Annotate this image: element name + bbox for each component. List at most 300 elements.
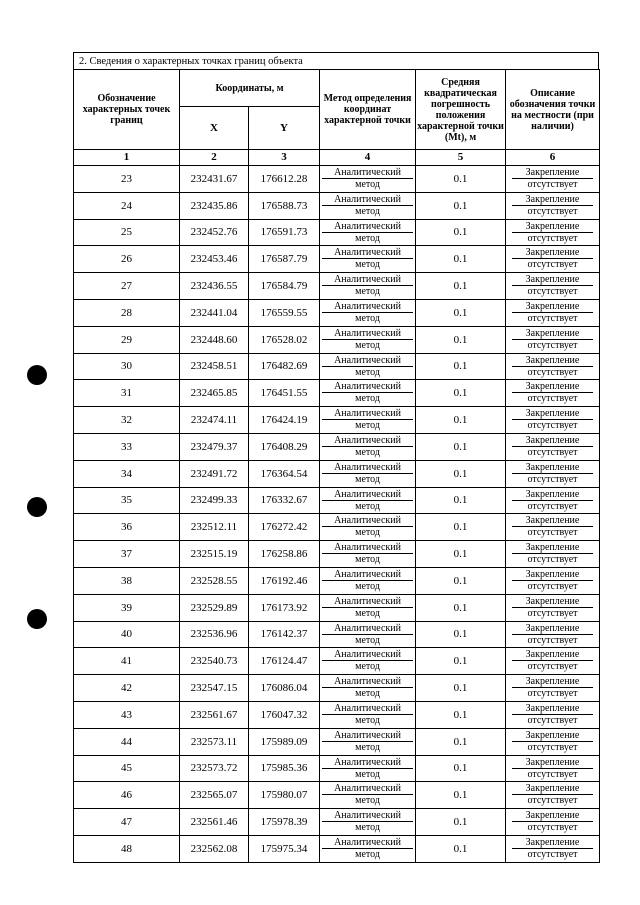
- coordinate-x: 232573.11: [180, 728, 249, 755]
- error-value: 0.1: [416, 192, 506, 219]
- description-text: отсутствует: [512, 392, 593, 404]
- description-cell: [506, 353, 600, 380]
- description-text: Закрепление: [525, 649, 580, 661]
- coordinate-x: 232465.85: [180, 380, 249, 407]
- method-cell: [320, 728, 416, 755]
- method-text: метод: [322, 500, 413, 512]
- table-row: [74, 299, 600, 326]
- column-number: 1: [74, 150, 180, 166]
- point-number: 30: [74, 353, 180, 380]
- method-text: Аналитический: [334, 783, 401, 795]
- method-text: метод: [322, 553, 413, 565]
- method-text: Аналитический: [334, 381, 401, 393]
- description-text: Закрепление: [525, 461, 580, 473]
- error-value: 0.1: [416, 567, 506, 594]
- method-text: метод: [322, 660, 413, 672]
- error-value: 0.1: [416, 648, 506, 675]
- description-text: Закрепление: [525, 274, 580, 286]
- coordinate-y: 175975.34: [249, 835, 320, 862]
- point-number: 36: [74, 514, 180, 541]
- method-text: Аналитический: [334, 247, 401, 259]
- error-value: 0.1: [416, 380, 506, 407]
- header-x: X: [180, 107, 249, 150]
- table-row: [74, 407, 600, 434]
- coordinate-y: 176047.32: [249, 701, 320, 728]
- method-text: Аналитический: [334, 327, 401, 339]
- method-cell: [320, 353, 416, 380]
- coordinate-x: 232441.04: [180, 299, 249, 326]
- description-cell: [506, 299, 600, 326]
- method-text: Аналитический: [334, 568, 401, 580]
- method-text: метод: [322, 634, 413, 646]
- error-value: 0.1: [416, 166, 506, 193]
- method-text: Аналитический: [334, 836, 401, 848]
- method-cell: [320, 621, 416, 648]
- description-cell: [506, 487, 600, 514]
- point-number: 46: [74, 782, 180, 809]
- error-value: 0.1: [416, 701, 506, 728]
- method-text: Аналитический: [334, 756, 401, 768]
- description-text: отсутствует: [512, 366, 593, 378]
- coordinate-y: 175978.39: [249, 809, 320, 836]
- description-text: Закрепление: [525, 515, 580, 527]
- description-text: отсутствует: [512, 768, 593, 780]
- table-row: [74, 166, 600, 193]
- description-text: Закрепление: [525, 702, 580, 714]
- description-text: отсутствует: [512, 634, 593, 646]
- description-cell: [506, 621, 600, 648]
- coordinate-x: 232452.76: [180, 219, 249, 246]
- coordinate-y: 176587.79: [249, 246, 320, 273]
- error-value: 0.1: [416, 433, 506, 460]
- description-text: Закрепление: [525, 676, 580, 688]
- error-value: 0.1: [416, 594, 506, 621]
- error-value: 0.1: [416, 782, 506, 809]
- description-cell: [506, 594, 600, 621]
- column-number: 3: [249, 150, 320, 166]
- description-text: отсутствует: [512, 258, 593, 270]
- description-cell: [506, 675, 600, 702]
- method-cell: [320, 514, 416, 541]
- method-cell: [320, 809, 416, 836]
- description-cell: [506, 246, 600, 273]
- method-text: Аналитический: [334, 810, 401, 822]
- section-title: 2. Сведения о характерных точках границ объекта: [73, 52, 599, 69]
- description-text: отсутствует: [512, 714, 593, 726]
- method-text: Аналитический: [334, 676, 401, 688]
- method-text: Аналитический: [334, 595, 401, 607]
- table-row: [74, 621, 600, 648]
- coordinate-x: 232431.67: [180, 166, 249, 193]
- error-value: 0.1: [416, 219, 506, 246]
- method-text: Аналитический: [334, 488, 401, 500]
- point-number: 40: [74, 621, 180, 648]
- coordinate-y: 176258.86: [249, 541, 320, 568]
- description-text: отсутствует: [512, 607, 593, 619]
- description-text: отсутствует: [512, 205, 593, 217]
- point-number: 31: [74, 380, 180, 407]
- coordinate-y: 176451.55: [249, 380, 320, 407]
- error-value: 0.1: [416, 675, 506, 702]
- coordinate-x: 232547.15: [180, 675, 249, 702]
- coordinate-x: 232448.60: [180, 326, 249, 353]
- coordinate-y: 176332.67: [249, 487, 320, 514]
- table-row: [74, 273, 600, 300]
- method-cell: [320, 675, 416, 702]
- description-text: отсутствует: [512, 232, 593, 244]
- table-row: [74, 487, 600, 514]
- error-value: 0.1: [416, 541, 506, 568]
- table-row: [74, 353, 600, 380]
- point-number: 44: [74, 728, 180, 755]
- method-cell: [320, 782, 416, 809]
- description-cell: [506, 541, 600, 568]
- method-text: Аналитический: [334, 461, 401, 473]
- coordinate-x: 232479.37: [180, 433, 249, 460]
- column-number: 4: [320, 150, 416, 166]
- description-cell: [506, 273, 600, 300]
- table-row: [74, 380, 600, 407]
- method-text: метод: [322, 339, 413, 351]
- coordinate-y: 176424.19: [249, 407, 320, 434]
- coordinate-x: 232515.19: [180, 541, 249, 568]
- point-number: 23: [74, 166, 180, 193]
- description-cell: [506, 166, 600, 193]
- table-row: [74, 219, 600, 246]
- method-text: метод: [322, 446, 413, 458]
- method-text: метод: [322, 419, 413, 431]
- description-text: Закрепление: [525, 167, 580, 178]
- error-value: 0.1: [416, 809, 506, 836]
- method-cell: [320, 755, 416, 782]
- table-row: [74, 809, 600, 836]
- point-number: 45: [74, 755, 180, 782]
- method-text: метод: [322, 285, 413, 297]
- description-text: отсутствует: [512, 526, 593, 538]
- description-cell: [506, 192, 600, 219]
- coordinate-x: 232458.51: [180, 353, 249, 380]
- method-text: Аналитический: [334, 274, 401, 286]
- table-row: [74, 728, 600, 755]
- binder-hole: [27, 497, 47, 517]
- method-text: Аналитический: [334, 193, 401, 205]
- error-value: 0.1: [416, 460, 506, 487]
- method-text: Аналитический: [334, 220, 401, 232]
- description-text: Закрепление: [525, 783, 580, 795]
- table-row: [74, 192, 600, 219]
- method-text: Аналитический: [334, 515, 401, 527]
- method-text: метод: [322, 366, 413, 378]
- description-text: Закрепление: [525, 381, 580, 393]
- method-cell: [320, 433, 416, 460]
- description-cell: [506, 219, 600, 246]
- table-row: [74, 567, 600, 594]
- point-number: 27: [74, 273, 180, 300]
- method-cell: [320, 648, 416, 675]
- coordinate-x: 232512.11: [180, 514, 249, 541]
- table-row: [74, 835, 600, 862]
- table-row: [74, 648, 600, 675]
- method-cell: [320, 407, 416, 434]
- coordinate-y: 176192.46: [249, 567, 320, 594]
- description-text: отсутствует: [512, 821, 593, 833]
- description-text: отсутствует: [512, 178, 593, 190]
- coordinate-x: 232528.55: [180, 567, 249, 594]
- column-number: 5: [416, 150, 506, 166]
- header-coordinates: Координаты, м: [180, 70, 320, 107]
- description-text: Закрепление: [525, 247, 580, 259]
- point-number: 47: [74, 809, 180, 836]
- binder-hole: [27, 609, 47, 629]
- description-text: Закрепление: [525, 434, 580, 446]
- coordinate-x: 232436.55: [180, 273, 249, 300]
- coordinate-x: 232562.08: [180, 835, 249, 862]
- method-cell: [320, 380, 416, 407]
- description-cell: [506, 407, 600, 434]
- point-number: 33: [74, 433, 180, 460]
- table-row: [74, 433, 600, 460]
- coordinate-y: 176528.02: [249, 326, 320, 353]
- table-row: [74, 246, 600, 273]
- table-row: [74, 460, 600, 487]
- method-text: метод: [322, 821, 413, 833]
- description-text: отсутствует: [512, 848, 593, 860]
- point-number: 28: [74, 299, 180, 326]
- description-cell: [506, 567, 600, 594]
- method-cell: [320, 299, 416, 326]
- table-body: [74, 166, 600, 863]
- description-cell: [506, 648, 600, 675]
- description-text: Закрепление: [525, 193, 580, 205]
- description-cell: [506, 809, 600, 836]
- error-value: 0.1: [416, 246, 506, 273]
- point-number: 42: [74, 675, 180, 702]
- error-value: 0.1: [416, 299, 506, 326]
- description-text: Закрепление: [525, 300, 580, 312]
- point-number: 29: [74, 326, 180, 353]
- column-number: 2: [180, 150, 249, 166]
- header-description: Описание обозначения точки на местности (при наличии): [506, 70, 600, 150]
- error-value: 0.1: [416, 728, 506, 755]
- description-text: отсутствует: [512, 741, 593, 753]
- method-cell: [320, 487, 416, 514]
- coordinate-x: 232474.11: [180, 407, 249, 434]
- boundary-points-section: [73, 52, 599, 863]
- description-cell: [506, 460, 600, 487]
- coordinate-x: 232565.07: [180, 782, 249, 809]
- method-text: Аналитический: [334, 167, 401, 178]
- method-text: Аналитический: [334, 649, 401, 661]
- description-text: отсутствует: [512, 580, 593, 592]
- description-text: отсутствует: [512, 446, 593, 458]
- method-text: метод: [322, 580, 413, 592]
- description-text: отсутствует: [512, 285, 593, 297]
- point-number: 26: [74, 246, 180, 273]
- description-text: отсутствует: [512, 687, 593, 699]
- table-row: [74, 755, 600, 782]
- method-text: метод: [322, 794, 413, 806]
- point-number: 39: [74, 594, 180, 621]
- description-cell: [506, 782, 600, 809]
- coordinate-y: 176086.04: [249, 675, 320, 702]
- method-text: Аналитический: [334, 702, 401, 714]
- boundary-points-table: [73, 69, 600, 863]
- point-number: 38: [74, 567, 180, 594]
- method-text: Аналитический: [334, 434, 401, 446]
- coordinate-x: 232540.73: [180, 648, 249, 675]
- error-value: 0.1: [416, 621, 506, 648]
- error-value: 0.1: [416, 353, 506, 380]
- description-text: отсутствует: [512, 419, 593, 431]
- coordinate-y: 176124.47: [249, 648, 320, 675]
- method-text: метод: [322, 205, 413, 217]
- coordinate-y: 175985.36: [249, 755, 320, 782]
- method-cell: [320, 192, 416, 219]
- table-row: [74, 675, 600, 702]
- coordinate-y: 175980.07: [249, 782, 320, 809]
- coordinate-x: 232491.72: [180, 460, 249, 487]
- coordinate-y: 176142.37: [249, 621, 320, 648]
- description-cell: [506, 701, 600, 728]
- description-text: отсутствует: [512, 794, 593, 806]
- method-text: метод: [322, 178, 413, 190]
- point-number: 41: [74, 648, 180, 675]
- description-text: Закрепление: [525, 756, 580, 768]
- method-text: метод: [322, 848, 413, 860]
- coordinate-y: 176364.54: [249, 460, 320, 487]
- coordinate-y: 176408.29: [249, 433, 320, 460]
- coordinate-y: 176588.73: [249, 192, 320, 219]
- point-number: 43: [74, 701, 180, 728]
- coordinate-y: 176482.69: [249, 353, 320, 380]
- description-text: отсутствует: [512, 500, 593, 512]
- description-text: Закрепление: [525, 220, 580, 232]
- method-text: Аналитический: [334, 622, 401, 634]
- description-text: Закрепление: [525, 729, 580, 741]
- description-text: Закрепление: [525, 595, 580, 607]
- table-row: [74, 701, 600, 728]
- description-text: отсутствует: [512, 473, 593, 485]
- error-value: 0.1: [416, 514, 506, 541]
- description-cell: [506, 433, 600, 460]
- method-text: метод: [322, 258, 413, 270]
- binder-hole: [27, 365, 47, 385]
- method-cell: [320, 273, 416, 300]
- coordinate-y: 176591.73: [249, 219, 320, 246]
- description-text: Закрепление: [525, 542, 580, 554]
- description-text: Закрепление: [525, 488, 580, 500]
- error-value: 0.1: [416, 407, 506, 434]
- description-text: отсутствует: [512, 312, 593, 324]
- coordinate-x: 232435.86: [180, 192, 249, 219]
- table-row: [74, 594, 600, 621]
- description-text: Закрепление: [525, 327, 580, 339]
- point-number: 48: [74, 835, 180, 862]
- method-text: метод: [322, 473, 413, 485]
- point-number: 24: [74, 192, 180, 219]
- table-row: [74, 782, 600, 809]
- description-cell: [506, 326, 600, 353]
- description-cell: [506, 755, 600, 782]
- method-text: метод: [322, 714, 413, 726]
- coordinate-y: 175989.09: [249, 728, 320, 755]
- header-method: Метод определения координат характерной точки: [320, 70, 416, 150]
- method-text: Аналитический: [334, 542, 401, 554]
- method-cell: [320, 835, 416, 862]
- method-text: Аналитический: [334, 408, 401, 420]
- method-text: метод: [322, 607, 413, 619]
- table-row: [74, 514, 600, 541]
- point-number: 34: [74, 460, 180, 487]
- coordinate-x: 232499.33: [180, 487, 249, 514]
- description-cell: [506, 835, 600, 862]
- description-text: Закрепление: [525, 622, 580, 634]
- method-text: метод: [322, 768, 413, 780]
- error-value: 0.1: [416, 835, 506, 862]
- method-text: метод: [322, 687, 413, 699]
- description-text: отсутствует: [512, 339, 593, 351]
- header-designation: Обозначение характерных точек границ: [74, 70, 180, 150]
- error-value: 0.1: [416, 755, 506, 782]
- coordinate-x: 232529.89: [180, 594, 249, 621]
- coordinate-y: 176559.55: [249, 299, 320, 326]
- description-cell: [506, 728, 600, 755]
- error-value: 0.1: [416, 326, 506, 353]
- method-cell: [320, 594, 416, 621]
- coordinate-y: 176584.79: [249, 273, 320, 300]
- method-cell: [320, 541, 416, 568]
- error-value: 0.1: [416, 487, 506, 514]
- method-text: метод: [322, 741, 413, 753]
- point-number: 32: [74, 407, 180, 434]
- method-text: Аналитический: [334, 729, 401, 741]
- method-text: Аналитический: [334, 354, 401, 366]
- description-text: Закрепление: [525, 836, 580, 848]
- point-number: 25: [74, 219, 180, 246]
- method-text: Аналитический: [334, 300, 401, 312]
- header-y: Y: [249, 107, 320, 150]
- description-text: отсутствует: [512, 553, 593, 565]
- header-error: Средняя квадратическая погрешность положения характерной точки (Mt), м: [416, 70, 506, 150]
- description-text: отсутствует: [512, 660, 593, 672]
- description-text: Закрепление: [525, 408, 580, 420]
- coordinate-x: 232561.46: [180, 809, 249, 836]
- description-text: Закрепление: [525, 354, 580, 366]
- description-text: Закрепление: [525, 810, 580, 822]
- method-cell: [320, 460, 416, 487]
- coordinate-y: 176173.92: [249, 594, 320, 621]
- table-row: [74, 326, 600, 353]
- description-text: Закрепление: [525, 568, 580, 580]
- method-cell: [320, 166, 416, 193]
- method-text: метод: [322, 312, 413, 324]
- method-cell: [320, 567, 416, 594]
- method-text: метод: [322, 392, 413, 404]
- method-cell: [320, 326, 416, 353]
- coordinate-x: 232536.96: [180, 621, 249, 648]
- coordinate-y: 176272.42: [249, 514, 320, 541]
- method-text: метод: [322, 526, 413, 538]
- method-cell: [320, 246, 416, 273]
- method-text: метод: [322, 232, 413, 244]
- coordinate-y: 176612.28: [249, 166, 320, 193]
- description-cell: [506, 380, 600, 407]
- coordinate-x: 232561.67: [180, 701, 249, 728]
- error-value: 0.1: [416, 273, 506, 300]
- description-cell: [506, 514, 600, 541]
- point-number: 35: [74, 487, 180, 514]
- method-cell: [320, 219, 416, 246]
